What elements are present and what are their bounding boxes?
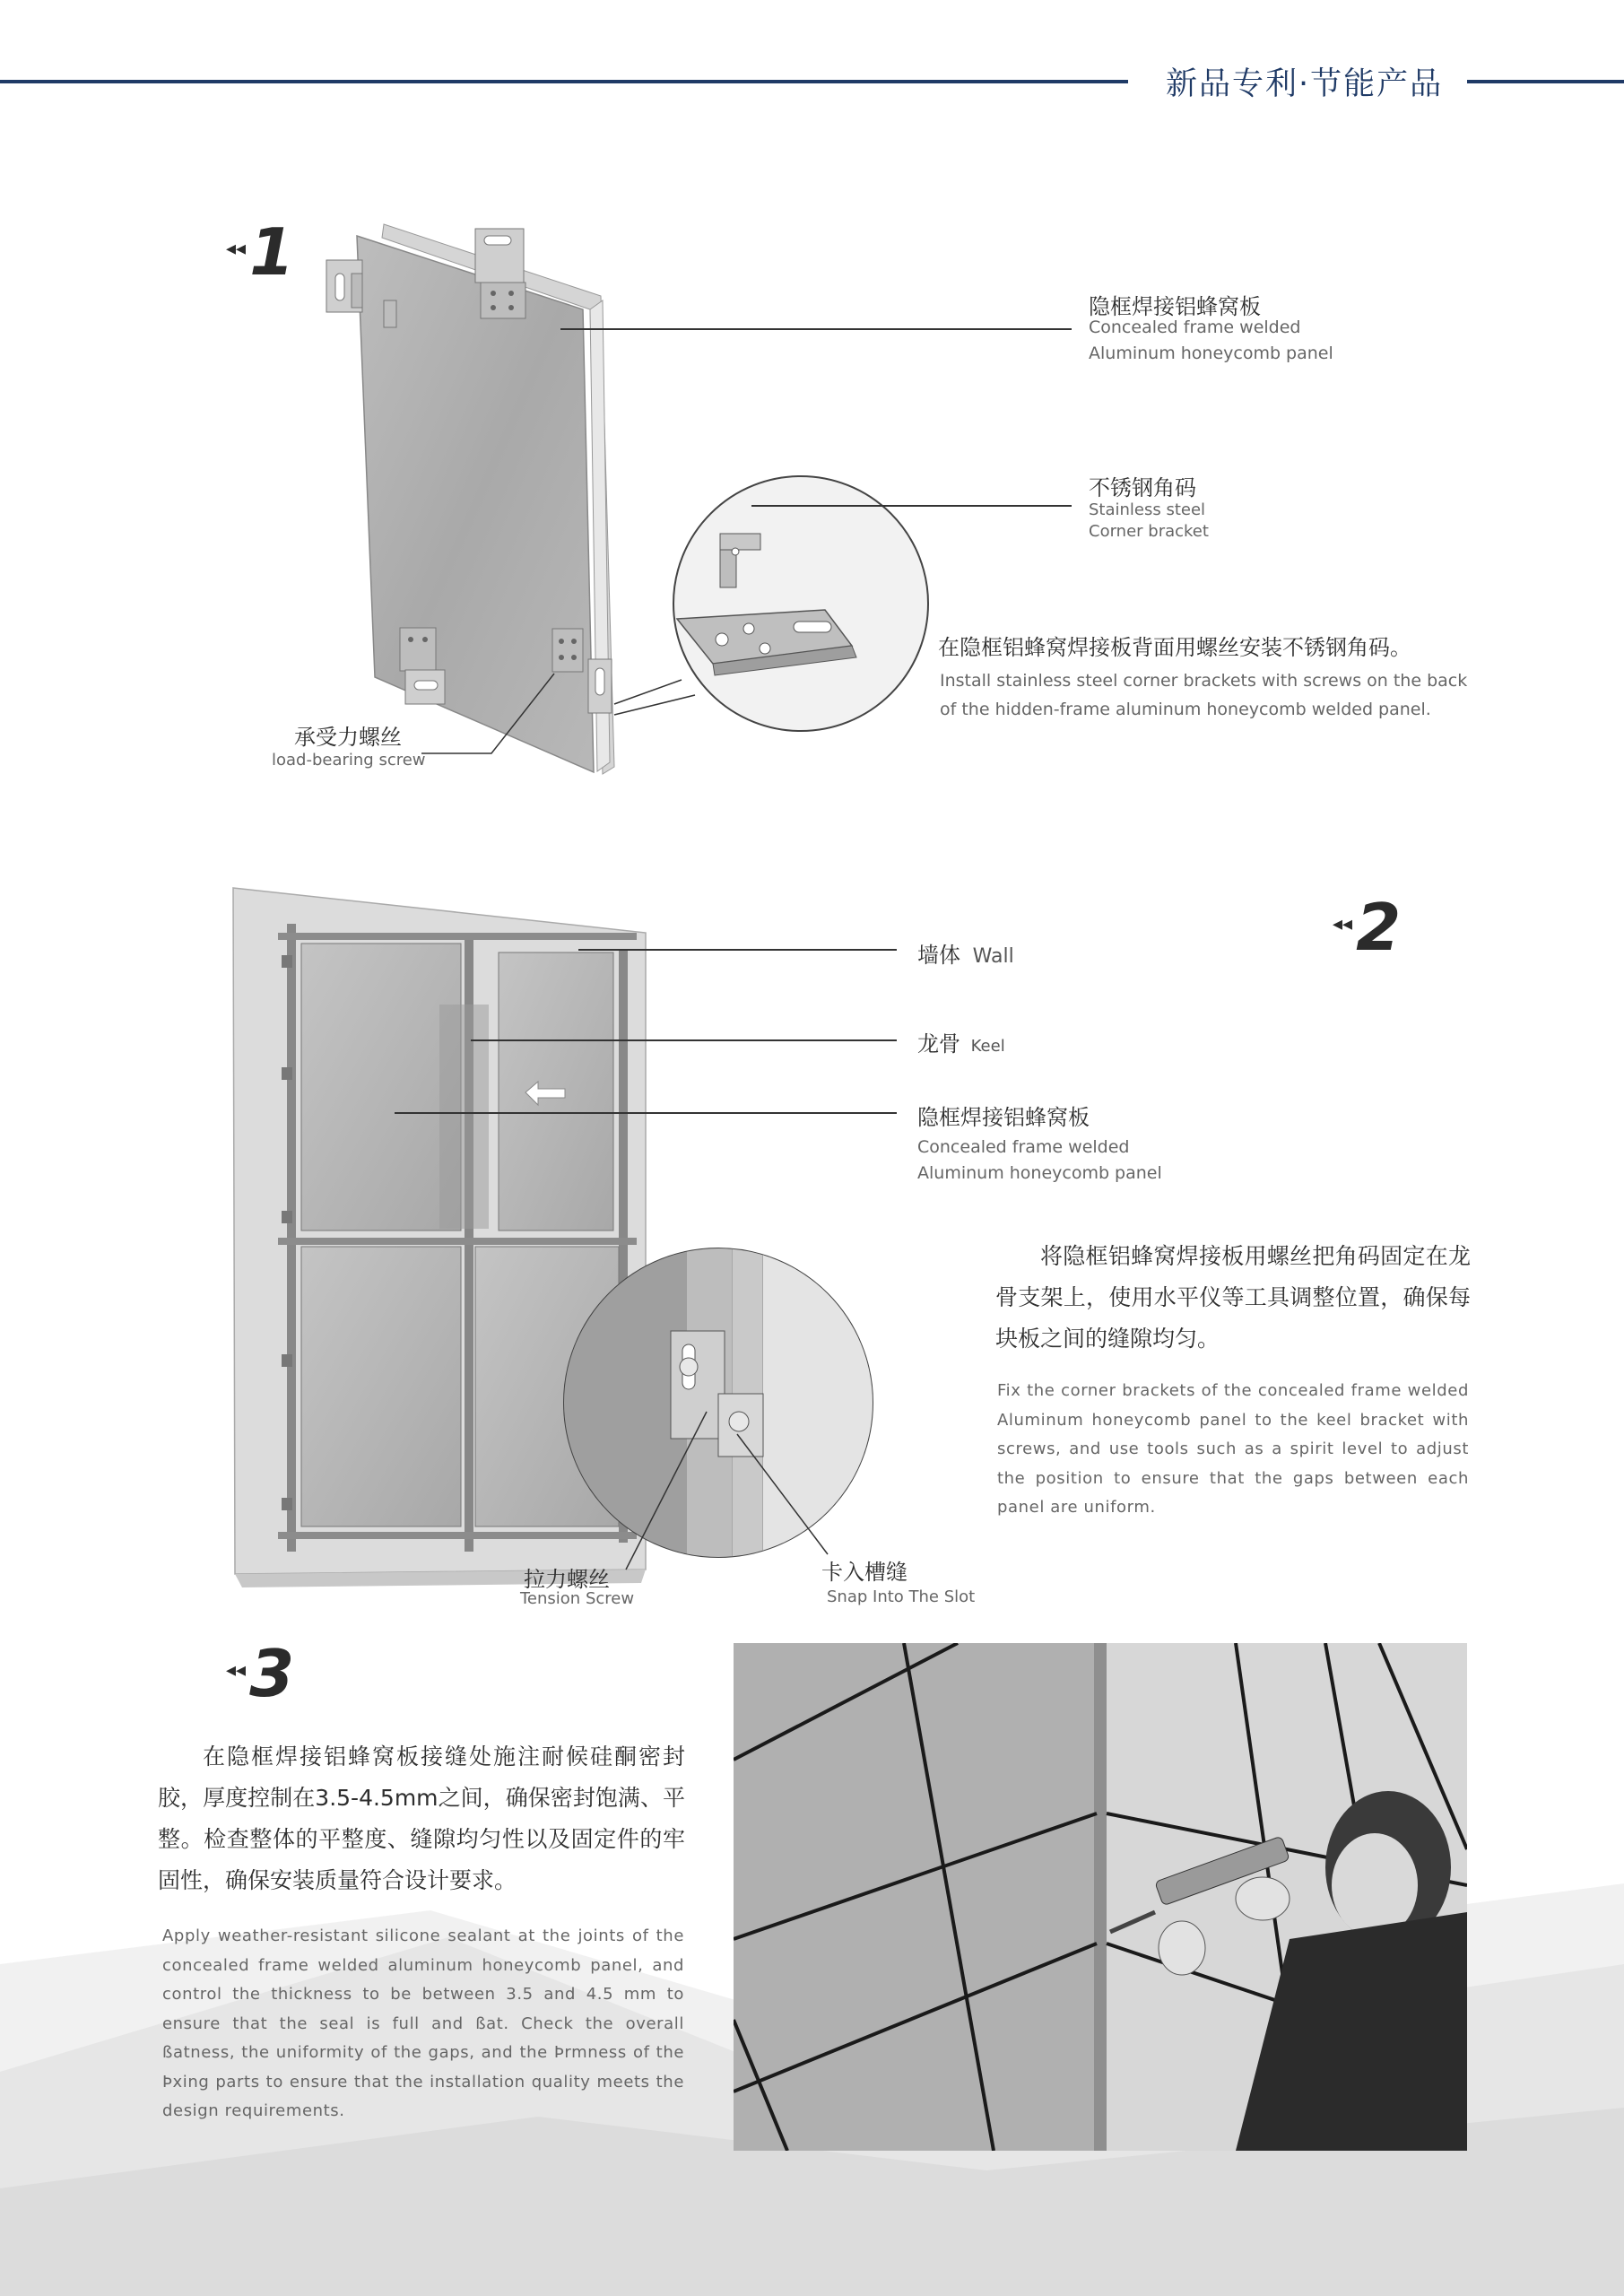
step-1-screw-leader (421, 668, 565, 758)
step-3-description-cn: 在隐框焊接铝蜂窝板接缝处施注耐候硅酮密封胶，厚度控制在3.5-4.5mm之间，确保密封饱满、平整。检查整体的平整度、缝隙均匀性以及固定件的牢固性，确保安装质量符合设计要求。 (158, 1744, 685, 1893)
step-2-keel-label (917, 1026, 1005, 1057)
double-arrow-icon: ◂◂ (226, 238, 247, 261)
step-1-description-en-2: of the hidden-frame aluminum honeycomb welded panel. (940, 700, 1431, 719)
step-1-number: ◂◂1 (226, 214, 295, 290)
step-2-description-cn: 将隐框铝蜂窝焊接板用螺丝把角码固定在龙骨支架上，使用水平仪等工具调整位置，确保每块板之间的缝隙均匀。 (995, 1243, 1471, 1352)
step-1-panel-label-en-1: Concealed frame welded (1089, 317, 1301, 337)
step-2-tension-leader (619, 1408, 726, 1578)
step-1-description-cn: 在隐框铝蜂窝焊接板背面用螺丝安装不锈钢角码。 (938, 635, 1411, 660)
step-2-wall-label-cn: 墙体 (917, 943, 960, 968)
header-line-right (1467, 80, 1624, 83)
step-2-slot-leader (734, 1431, 841, 1565)
step-2-description-en: Fix the corner brackets of the concealed frame welded Aluminum honeycomb panel to the keel bracket with screws, and use tools such as a spirit level to adjust the position to ensure that the gaps between each panel are uniform. (997, 1381, 1469, 1517)
step-1-bracket-label-en-1: Stainless steel (1089, 500, 1206, 519)
step-2-tension-label-en: Tension Screw (520, 1589, 635, 1608)
step-2-panel-leader (395, 1112, 897, 1114)
step-2-panel-label-cn: 隐框焊接铝蜂窝板 (917, 1105, 1090, 1130)
double-arrow-icon: ◂◂ (226, 1659, 247, 1683)
step-2-slot-label-en: Snap Into The Slot (827, 1587, 976, 1606)
step-2-wall-leader (578, 949, 897, 951)
step-1-screw-label-en: load-bearing screw (272, 751, 426, 770)
step-1-description-en-1: Install stainless steel corner brackets with screws on the back (940, 671, 1468, 691)
step-1-bracket-label-en-2: Corner bracket (1089, 522, 1209, 541)
step-2-panel-label-en-2: Aluminum honeycomb panel (917, 1163, 1162, 1183)
step-1-panel-label-cn: 隐框焊接铝蜂窝板 (1089, 294, 1261, 319)
step-1-bracket-label-cn: 不锈钢角码 (1089, 475, 1196, 500)
step-2-slot-label-cn: 卡入槽缝 (821, 1560, 908, 1585)
header-title: 新品专利·节能产品 (1166, 66, 1444, 102)
step-2-keel-label-en: Keel (970, 1037, 1005, 1056)
step-3-description-en: Apply weather-resistant silicone sealant at the joints of the concealed frame welded aluminum honeycomb panel, and control the thickness to be between 3.5 and 4.5 mm to ensure that the seal is full and ßat. Check the overall ßatness, the uniformity of the gaps, and the Þrmness of the Þxing parts to ensure that the installation quality meets the design requirements. (162, 1926, 684, 2120)
step-1-panel-label-en-2: Aluminum honeycomb panel (1089, 344, 1333, 363)
step-1-zoom-circle (587, 471, 919, 740)
step-3-sealing-photo (734, 1643, 1467, 2151)
step-2-panel-label-en-1: Concealed frame welded (917, 1137, 1130, 1157)
step-2-tension-label-cn: 拉力螺丝 (524, 1567, 610, 1592)
step-2-keel-leader (471, 1039, 897, 1041)
step-1-bracket-leader (751, 505, 1072, 507)
step-2-keel-label-cn: 龙骨 (917, 1031, 960, 1057)
step-2-wall-label-en: Wall (972, 945, 1014, 968)
step-2-number: ◂◂2 (1333, 890, 1402, 965)
step-2-wall-label (917, 937, 1014, 969)
step-1-screw-label-cn: 承受力螺丝 (294, 725, 402, 750)
double-arrow-icon: ◂◂ (1333, 913, 1353, 936)
step-1-panel-leader (560, 328, 1072, 330)
step-3-number: ◂◂3 (226, 1636, 295, 1711)
header-line-left (0, 80, 1128, 83)
